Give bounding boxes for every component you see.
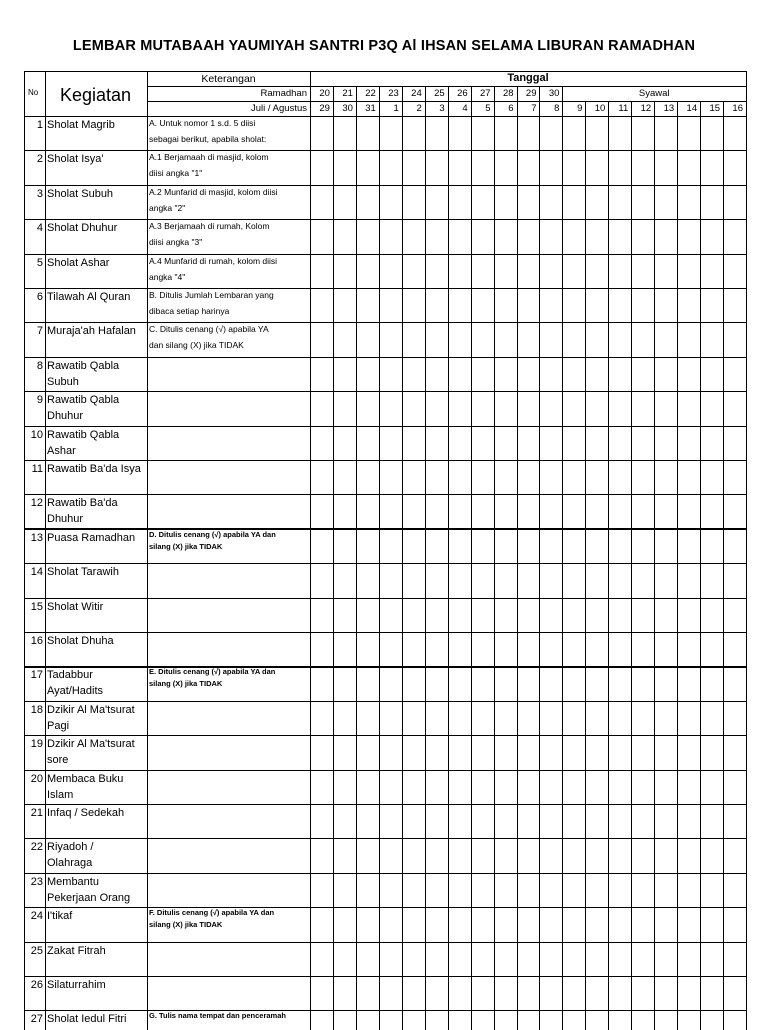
tanggal-header: Tanggal xyxy=(507,72,549,84)
kegiatan-header: Kegiatan xyxy=(60,85,132,105)
activity-number: 12 xyxy=(30,497,43,510)
calendar-date: 12 xyxy=(640,103,652,114)
activity-name: sore xyxy=(47,754,69,767)
activity-name: Rawatib Qabla xyxy=(47,394,120,407)
keterangan-note: silang (X) jika TIDAK xyxy=(149,679,223,689)
keterangan-note: E. Ditulis cenang (√) apabila YA dan xyxy=(149,667,276,677)
activity-name: Infaq / Sedekah xyxy=(47,807,125,819)
activity-number: 5 xyxy=(36,256,43,269)
date-column-line xyxy=(494,86,495,1030)
row-line xyxy=(24,288,746,289)
row-line xyxy=(45,770,147,771)
activity-name: Rawatib Qabla xyxy=(47,359,120,372)
activity-number: 6 xyxy=(36,291,43,303)
activity-number: 21 xyxy=(30,807,43,819)
table-left-border xyxy=(24,71,25,1030)
activity-name: Ashar xyxy=(47,444,76,457)
row-line xyxy=(45,598,147,599)
row-line xyxy=(45,804,147,805)
activity-number: 11 xyxy=(31,463,43,475)
calendar-date: 13 xyxy=(663,103,675,114)
date-column-line xyxy=(425,86,426,1030)
row-line xyxy=(24,150,746,151)
activity-name: Sholat Tarawih xyxy=(47,566,119,579)
row-line xyxy=(310,426,746,427)
row-line xyxy=(45,976,147,977)
row-line xyxy=(24,666,746,668)
row-line xyxy=(24,185,746,186)
keterangan-note: silang (X) jika TIDAK xyxy=(149,541,223,551)
activity-name: Dzikir Al Ma'tsurat xyxy=(47,703,135,716)
keterangan-note: D. Ditulis cenang (√) apabila YA dan xyxy=(149,529,276,539)
activity-name: Membantu xyxy=(47,875,99,888)
ramadhan-date: 24 xyxy=(411,88,422,99)
activity-name: Islam xyxy=(47,788,74,801)
date-column-line xyxy=(471,86,472,1030)
activity-number: 3 xyxy=(36,187,43,200)
page-title: LEMBAR MUTABAAH YAUMIYAH SANTRI P3Q Al IHSAN SELAMA LIBURAN RAMADHAN xyxy=(72,38,696,54)
activity-name: Rawatib Ba'da Isya xyxy=(47,463,141,475)
activity-number: 13 xyxy=(30,531,43,544)
activity-name: Membaca Buku xyxy=(47,772,124,785)
row-line xyxy=(45,873,147,874)
activity-number: 7 xyxy=(36,325,43,338)
keterangan-note: F. Ditulis cenang (√) apabila YA dan xyxy=(149,908,275,918)
calendar-date: 8 xyxy=(554,103,560,114)
date-column-line xyxy=(448,86,449,1030)
activity-number: 15 xyxy=(30,600,43,613)
activity-number: 24 xyxy=(30,910,43,923)
row-line xyxy=(45,942,147,943)
activity-number: 14 xyxy=(30,566,43,579)
kegiatan-column-border xyxy=(147,71,148,1030)
ramadhan-date: 30 xyxy=(548,88,560,99)
row-line xyxy=(310,460,746,461)
ramadhan-date: 23 xyxy=(388,88,399,99)
calendar-date: 30 xyxy=(342,103,353,114)
calendar-date: 1 xyxy=(393,103,399,114)
row-line xyxy=(310,494,746,495)
activity-name: Sholat Magrib xyxy=(47,119,115,131)
row-line xyxy=(45,460,147,461)
keterangan-note: C. Ditulis cenang (√) apabila YA xyxy=(149,324,269,335)
activity-name: Pekerjaan Orang xyxy=(47,891,131,904)
calendar-date: 7 xyxy=(531,103,537,114)
activity-name: Sholat Witir xyxy=(47,600,104,613)
activity-number: 22 xyxy=(30,841,43,854)
date-column-line xyxy=(402,86,403,1030)
activity-number: 25 xyxy=(30,944,43,957)
activity-number: 4 xyxy=(36,222,43,235)
row-line xyxy=(24,322,746,323)
ramadhan-date: 29 xyxy=(525,88,537,99)
keterangan-note: dan silang (X) jika TIDAK xyxy=(149,340,244,351)
activity-name: Zakat Fitrah xyxy=(47,944,106,957)
activity-name: Tadabbur xyxy=(47,669,93,682)
keterangan-header: Keterangan xyxy=(201,73,256,85)
date-column-line xyxy=(700,101,701,1030)
activity-name: Sholat Iedul Fitri xyxy=(47,1013,127,1026)
activity-number: 2 xyxy=(36,153,43,166)
activity-number: 20 xyxy=(30,772,43,785)
activity-name: Puasa Ramadhan xyxy=(47,531,136,544)
header-line xyxy=(147,101,746,102)
activity-name: Riyadoh / xyxy=(47,841,94,854)
ramadhan-label: Ramadhan xyxy=(260,88,307,99)
row-line xyxy=(45,391,147,392)
header-line xyxy=(147,86,746,87)
activity-number: 27 xyxy=(30,1013,43,1026)
juli-agustus-label: Juli / Agustus xyxy=(251,103,307,114)
date-column-line xyxy=(539,86,540,1030)
row-line xyxy=(45,563,147,564)
activity-number: 10 xyxy=(30,428,43,441)
row-line xyxy=(24,907,746,908)
activity-name: Rawatib Qabla xyxy=(47,428,120,441)
date-column-line xyxy=(654,101,655,1030)
date-column-line xyxy=(333,86,334,1030)
keterangan-note: diisi angka "3" xyxy=(149,237,203,248)
row-line xyxy=(310,563,746,564)
row-line xyxy=(45,426,147,427)
activity-name: Dhuhur xyxy=(47,513,84,526)
activity-name: I'tikaf xyxy=(47,910,73,923)
activity-name: Dzikir Al Ma'tsurat xyxy=(47,738,135,751)
activity-name: Muraja'ah Hafalan xyxy=(47,325,136,338)
row-line xyxy=(310,976,746,977)
keterangan-note: A.2 Munfarid di masjid, kolom diisi xyxy=(149,186,278,197)
date-column-line xyxy=(723,101,724,1030)
ramadhan-date: 28 xyxy=(502,88,514,99)
calendar-date: 15 xyxy=(709,103,721,114)
date-column-line xyxy=(356,86,357,1030)
keterangan-column-border xyxy=(310,71,311,1030)
date-column-line xyxy=(379,86,380,1030)
keterangan-note: dibaca setiap harinya xyxy=(149,306,230,316)
activity-name: Dhuhur xyxy=(47,410,84,423)
calendar-date: 2 xyxy=(416,103,422,114)
row-line xyxy=(45,632,147,633)
syawal-label: Syawal xyxy=(638,88,670,99)
keterangan-note: A.1 Berjamaah di masjid, kolom xyxy=(149,152,269,163)
activity-name: Ayat/Hadits xyxy=(47,685,104,698)
activity-name: Sholat Isya' xyxy=(47,153,104,166)
keterangan-note: A.4 Munfarid di rumah, kolom diisi xyxy=(149,255,278,266)
row-line xyxy=(310,701,746,702)
row-line xyxy=(310,838,746,839)
row-line xyxy=(310,942,746,943)
keterangan-note: G. Tulis nama tempat dan penceramah xyxy=(149,1011,286,1021)
date-column-line xyxy=(562,86,563,1030)
activity-name: Rawatib Ba'da xyxy=(47,497,118,510)
ramadhan-date: 22 xyxy=(365,88,376,99)
activity-number: 16 xyxy=(30,635,43,647)
no-header: No xyxy=(28,88,39,97)
ramadhan-date: 27 xyxy=(480,88,491,99)
activity-name: Silaturrahim xyxy=(47,979,106,991)
calendar-date: 6 xyxy=(508,103,514,114)
no-column-border xyxy=(45,71,46,1030)
keterangan-note: angka "2" xyxy=(149,202,186,213)
row-line xyxy=(24,528,746,530)
calendar-date: 11 xyxy=(618,103,629,114)
calendar-date: 9 xyxy=(577,103,583,114)
row-line xyxy=(310,632,746,633)
row-line xyxy=(45,494,147,495)
keterangan-note: B. Ditulis Jumlah Lembaran yang xyxy=(149,290,274,300)
activity-number: 9 xyxy=(36,394,43,407)
activity-name: Pagi xyxy=(47,719,70,732)
activity-name: Tilawah Al Quran xyxy=(47,291,131,303)
calendar-date: 29 xyxy=(319,103,330,114)
calendar-date: 4 xyxy=(462,103,468,114)
calendar-date: 3 xyxy=(439,103,445,114)
activity-number: 19 xyxy=(30,738,43,751)
row-line xyxy=(45,701,147,702)
activity-number: 17 xyxy=(30,669,43,682)
ramadhan-date: 21 xyxy=(342,88,353,99)
date-column-line xyxy=(517,86,518,1030)
row-line xyxy=(24,219,746,220)
date-column-line xyxy=(677,101,678,1030)
keterangan-note: angka "4" xyxy=(149,271,186,282)
calendar-date: 14 xyxy=(686,103,698,114)
row-line xyxy=(45,735,147,736)
activity-name: Sholat Ashar xyxy=(47,256,110,269)
activity-name: Olahraga xyxy=(47,857,93,870)
keterangan-note: silang (X) jika TIDAK xyxy=(149,920,223,930)
row-line xyxy=(24,357,746,358)
date-column-line xyxy=(608,101,609,1030)
keterangan-note: diisi angka "1" xyxy=(149,168,203,179)
row-line xyxy=(310,804,746,805)
activity-name: Sholat Dhuhur xyxy=(47,222,118,235)
row-line xyxy=(310,391,746,392)
activity-number: 23 xyxy=(30,875,43,888)
table-top-border xyxy=(24,71,746,72)
header-bottom-line xyxy=(24,116,746,117)
row-line xyxy=(310,735,746,736)
keterangan-note: sebagai berikut, apabila sholat: xyxy=(149,134,267,144)
calendar-date: 5 xyxy=(485,103,491,114)
row-line xyxy=(45,838,147,839)
activity-name: Sholat Dhuha xyxy=(47,635,114,647)
keterangan-note: A.3 Berjamaah di rumah, Kolom xyxy=(149,221,270,232)
date-column-line xyxy=(585,101,586,1030)
calendar-date: 31 xyxy=(365,103,376,114)
activity-number: 26 xyxy=(30,979,43,991)
activity-number: 18 xyxy=(30,703,43,716)
row-line xyxy=(310,873,746,874)
date-column-line xyxy=(631,101,632,1030)
ramadhan-date: 26 xyxy=(457,88,468,99)
calendar-date: 16 xyxy=(732,103,743,114)
activity-name: Subuh xyxy=(47,375,79,388)
ramadhan-date: 20 xyxy=(319,88,330,99)
activity-number: 8 xyxy=(36,359,43,372)
activity-number: 1 xyxy=(36,119,43,131)
table-right-border xyxy=(746,71,747,1030)
row-line xyxy=(310,598,746,599)
calendar-date: 10 xyxy=(594,103,606,114)
activity-name: Sholat Subuh xyxy=(47,187,114,200)
row-line xyxy=(24,1010,746,1011)
row-line xyxy=(310,770,746,771)
ramadhan-date: 25 xyxy=(434,88,445,99)
keterangan-note: A. Untuk nomor 1 s.d. 5 diisi xyxy=(149,118,256,128)
row-line xyxy=(24,254,746,255)
